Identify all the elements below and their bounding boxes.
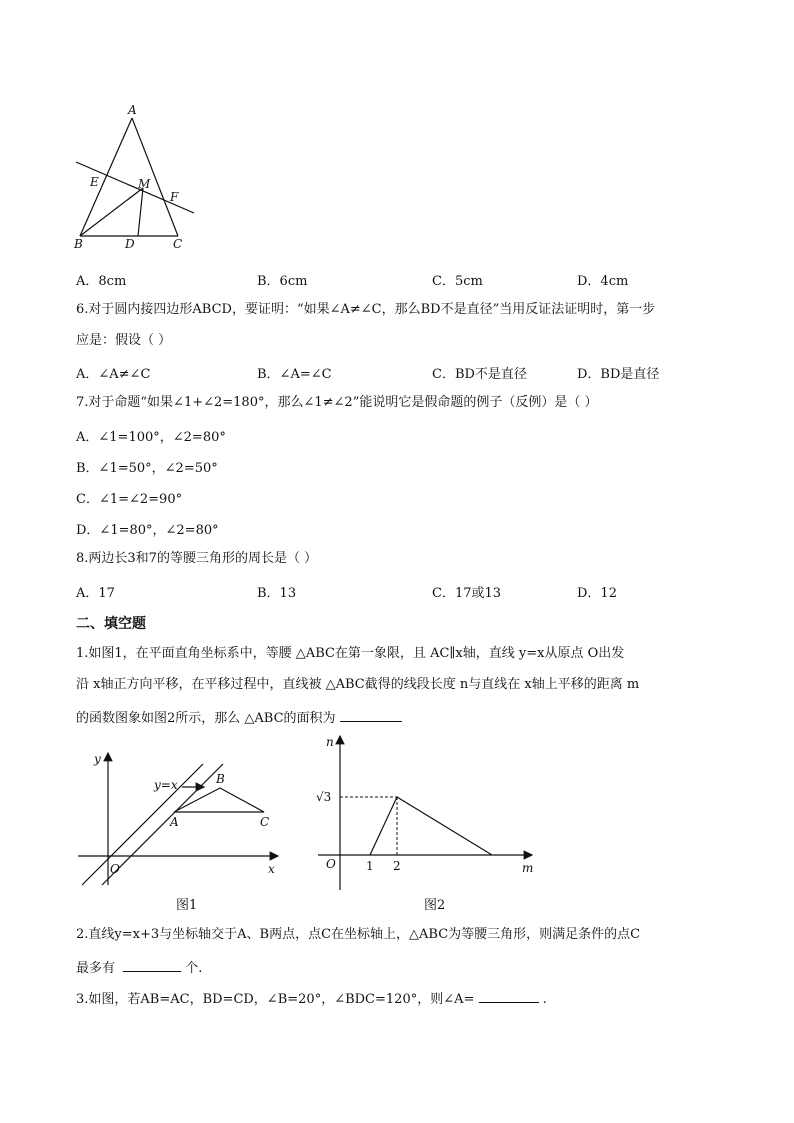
fig2-label-m: m bbox=[522, 861, 534, 875]
q8-option-c: C．17或13 bbox=[432, 586, 502, 601]
label-c: C bbox=[173, 237, 183, 251]
fig2-label-o: O bbox=[326, 857, 336, 871]
triangle-figure bbox=[70, 100, 210, 252]
fig1-caption: 图1 bbox=[176, 898, 198, 913]
f2-stem-line1: 2.直线y=x+3与坐标轴交于A、B两点，点C在坐标轴上，△ABC为等腰三角形，则满足条件的点C bbox=[76, 927, 641, 942]
q6-stem-line2: 应是：假设（ ） bbox=[76, 333, 172, 348]
q8-option-b: B．13 bbox=[257, 586, 297, 601]
fig2-tick-1: 1 bbox=[366, 859, 374, 873]
fig1-label-o: O bbox=[110, 862, 120, 876]
fig1-label-b: B bbox=[216, 772, 225, 786]
fig1-line-y-eq-x bbox=[82, 764, 203, 885]
figure-1 bbox=[70, 745, 285, 915]
f1-stem-line2: 沿 x轴正方向平移，在平移过程中，直线被 △ABC截得的线段长度 n与直线在 x轴上平移的距离 m bbox=[76, 677, 640, 692]
fig2-caption: 图2 bbox=[424, 898, 446, 913]
label-a: A bbox=[128, 103, 137, 117]
fig1-label-line: y=x bbox=[154, 778, 178, 792]
f3-stem-line bbox=[76, 988, 547, 1009]
figure-2 bbox=[300, 730, 540, 915]
f1-stem-line3-text: 的函数图象如图2所示，那么 △ABC的面积为 bbox=[76, 711, 336, 726]
f1-answer-blank[interactable] bbox=[340, 707, 402, 722]
q5-option-a: A．8cm bbox=[76, 274, 127, 289]
label-b: B bbox=[74, 237, 83, 251]
q5-option-d: D．4cm bbox=[577, 274, 629, 289]
fig1-label-y: y bbox=[94, 752, 101, 766]
q7-option-c: C．∠1=∠2=90° bbox=[76, 492, 183, 507]
fig2-label-n: n bbox=[326, 735, 334, 749]
f3-stem: 3.如图，若AB=AC，BD=CD，∠B=20°，∠BDC=120°，则∠A= bbox=[76, 992, 475, 1007]
side-ab bbox=[80, 118, 132, 236]
q7-stem: 7.对于命题“如果∠1+∠2=180°，那么∠1≠∠2”能说明它是假命题的例子（反例）是（ ） bbox=[76, 395, 598, 410]
f2-stem-suffix: 个. bbox=[185, 961, 203, 976]
label-m: M bbox=[138, 177, 151, 191]
label-f: F bbox=[170, 190, 179, 204]
f3-answer-blank[interactable] bbox=[479, 988, 539, 1003]
f1-stem-line3 bbox=[76, 707, 402, 728]
q5-option-c: C．5cm bbox=[432, 274, 483, 289]
segment-dm bbox=[138, 188, 143, 236]
q6-option-b: B．∠A=∠C bbox=[257, 367, 332, 382]
q7-option-b: B．∠1=50°，∠2=50° bbox=[76, 461, 218, 476]
q7-option-a: A．∠1=100°，∠2=80° bbox=[76, 430, 226, 445]
q8-option-d: D．12 bbox=[577, 586, 617, 601]
segment-bm bbox=[80, 188, 143, 236]
q5-option-b: B．6cm bbox=[257, 274, 308, 289]
f2-stem-prefix: 最多有 bbox=[76, 961, 116, 976]
q6-stem-line1: 6.对于圆内接四边形ABCD，要证明：“如果∠A≠∠C，那么BD不是直径”当用反证法证明时，第一步 bbox=[76, 302, 656, 317]
f3-stem-end: . bbox=[542, 992, 547, 1007]
q8-stem: 8.两边长3和7的等腰三角形的周长是（ ） bbox=[76, 551, 318, 566]
label-d: D bbox=[125, 237, 135, 251]
q7-option-d: D．∠1=80°，∠2=80° bbox=[76, 523, 219, 538]
fig2-label-sqrt3: √3 bbox=[316, 790, 332, 804]
f2-stem-line2 bbox=[76, 957, 202, 978]
f2-answer-blank[interactable] bbox=[123, 957, 181, 972]
fig1-label-a: A bbox=[170, 815, 179, 829]
q6-option-d: D．BD是直径 bbox=[577, 367, 660, 382]
fig1-label-c: C bbox=[260, 815, 270, 829]
f1-stem-line1: 1.如图1，在平面直角坐标系中，等腰 △ABC在第一象限，且 AC∥x轴，直线 y=x从原点 O出发 bbox=[76, 646, 625, 661]
fig1-label-x: x bbox=[268, 862, 275, 876]
fig2-tick-2: 2 bbox=[393, 859, 401, 873]
label-e: E bbox=[90, 175, 99, 189]
q6-option-a: A．∠A≠∠C bbox=[76, 367, 151, 382]
section-heading: 二、填空题 bbox=[76, 616, 146, 632]
q6-option-c: C．BD不是直径 bbox=[432, 367, 527, 382]
fig2-graph bbox=[370, 797, 492, 855]
q8-option-a: A．17 bbox=[76, 586, 115, 601]
